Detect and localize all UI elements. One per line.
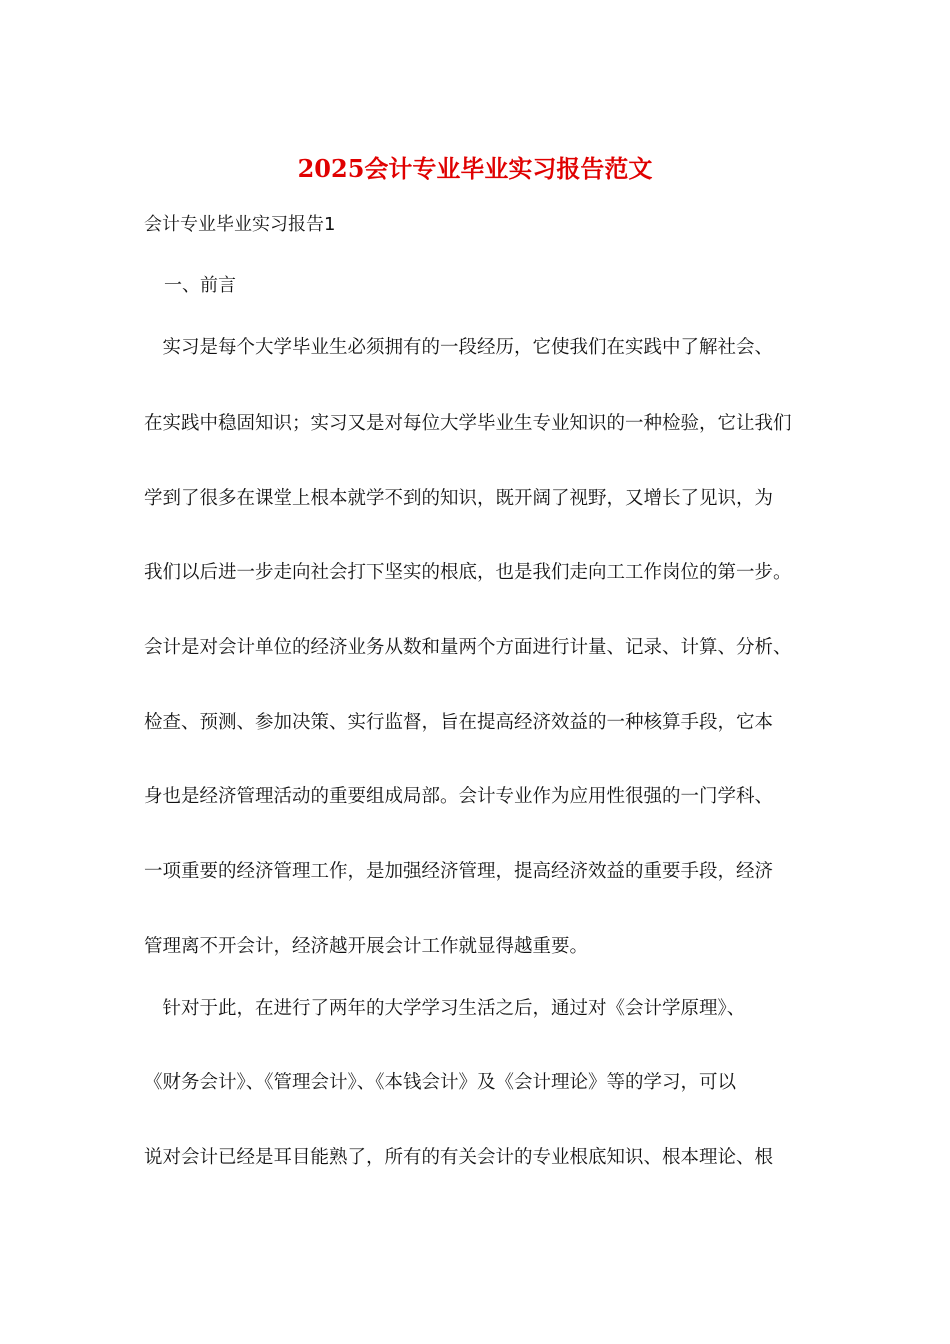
section-heading: 一、前言 [164, 275, 236, 296]
body-line: 针对于此，在进行了两年的大学学习生活之后，通过对《会计学原理》、 [144, 998, 746, 1019]
body-line: 会计是对会计单位的经济业务从数和量两个方面进行计量、记录、计算、分析、 [144, 637, 792, 658]
body-line: 一项重要的经济管理工作，是加强经济管理，提高经济效益的重要手段，经济 [144, 861, 774, 882]
document-title: 2025会计专业毕业实习报告范文 [297, 154, 653, 183]
body-line: 在实践中稳固知识；实习又是对每位大学毕业生专业知识的一种检验，它让我们 [144, 413, 792, 434]
report-subtitle: 会计专业毕业实习报告1 [144, 214, 336, 235]
body-line: 说对会计已经是耳目能熟了，所有的有关会计的专业根底知识、根本理论、根 [144, 1147, 774, 1168]
body-line: 管理离不开会计，经济越开展会计工作就显得越重要。 [144, 936, 589, 957]
body-line: 实习是每个大学毕业生必须拥有的一段经历，它使我们在实践中了解社会、 [144, 337, 774, 358]
body-line: 我们以后进一步走向社会打下坚实的根底，也是我们走向工工作岗位的第一步。 [144, 562, 792, 583]
body-line: 身也是经济管理活动的重要组成局部。会计专业作为应用性很强的一门学科、 [144, 786, 774, 807]
body-line: 《财务会计》、《管理会计》、《本钱会计》及《会计理论》等的学习，可以 [144, 1072, 737, 1093]
body-line: 检查、预测、参加决策、实行监督，旨在提高经济效益的一种核算手段，它本 [144, 712, 774, 733]
body-line: 学到了很多在课堂上根本就学不到的知识，既开阔了视野，又增长了见识，为 [144, 488, 774, 509]
